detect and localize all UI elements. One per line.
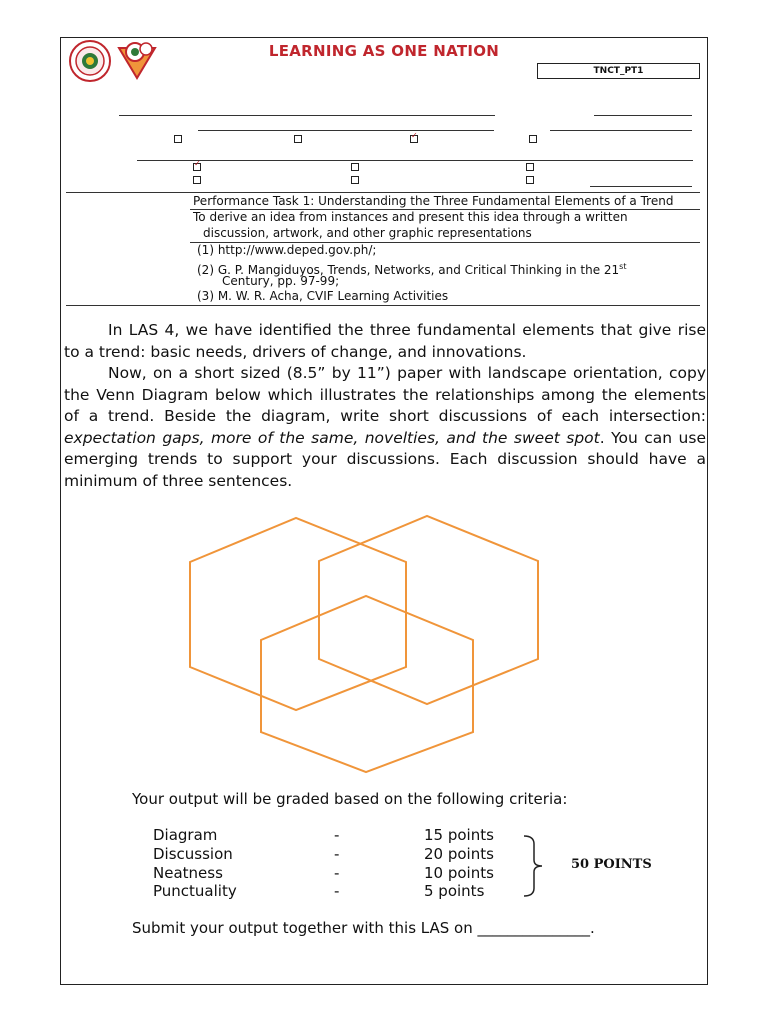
criteria-points: 15 points [424, 826, 494, 844]
form-line [137, 160, 693, 161]
paragraph-2-end: . You can use emerging trends to support your discussions. Each discussion should have a minimum of three sentences. [64, 428, 706, 490]
hexagon-bottom [261, 596, 473, 772]
reference-2-text: (2) G. P. Mangiduyos, Trends, Networks, and Critical Thinking in the 21 [197, 263, 620, 277]
reference-2-continued: Century, pp. 97-99; [222, 274, 340, 288]
checkbox[interactable] [351, 176, 359, 184]
reference-1: (1) http://www.deped.gov.ph/; [197, 243, 377, 257]
checkbox[interactable] [529, 135, 537, 143]
paragraph-2-start: Now, on a short sized (8.5” by 11”) paper with landscape orientation, copy the Venn Diagram below which illustrates the relationships among the elements of a trend. Beside the diagram, write short discussions of each intersection: [64, 364, 706, 425]
task-title: Performance Task 1: Understanding the Three Fundamental Elements of a Trend [193, 194, 674, 208]
criteria-dash: - [334, 845, 340, 863]
criteria-dash: - [334, 882, 340, 900]
table-rule [66, 192, 700, 193]
form-line [550, 130, 692, 131]
task-objective-line1: To derive an idea from instances and present this idea through a written [193, 210, 628, 224]
criteria-name: Diagram [153, 826, 218, 844]
table-rule [66, 305, 700, 306]
paragraph-1: In LAS 4, we have identified the three fundamental elements that give rise to a trend: basic needs, drivers of change, and innovations. [64, 321, 706, 361]
form-line [198, 130, 494, 131]
criteria-intro: Your output will be graded based on the following criteria: [132, 790, 568, 808]
form-line [590, 186, 692, 187]
criteria-dash: - [334, 826, 340, 844]
checkbox[interactable] [526, 163, 534, 171]
paragraph-2-italic: expectation gaps, more of the same, novelties, and the sweet spot [64, 428, 600, 447]
criteria-name: Punctuality [153, 882, 237, 900]
submit-instruction: Submit your output together with this LAS on _______________. [132, 919, 595, 937]
criteria-points: 10 points [424, 864, 494, 882]
checkbox-checked[interactable] [410, 135, 418, 143]
reference-3: (3) M. W. R. Acha, CVIF Learning Activities [197, 289, 449, 303]
paragraph-2 [64, 363, 706, 492]
form-line [119, 115, 495, 116]
task-objective-line2: discussion, artwork, and other graphic representations [203, 226, 532, 240]
criteria-dash: - [334, 864, 340, 882]
hexagon-right [319, 516, 538, 704]
hexagon-venn-diagram [170, 505, 560, 780]
reference-2-superscript: st [619, 262, 627, 271]
criteria-name: Discussion [153, 845, 233, 863]
right-brace-icon [520, 832, 550, 900]
document-title: LEARNING AS ONE NATION [268, 42, 500, 60]
form-line [594, 115, 692, 116]
checkbox[interactable] [174, 135, 182, 143]
checkbox[interactable] [526, 176, 534, 184]
checkbox[interactable] [193, 176, 201, 184]
criteria-points: 20 points [424, 845, 494, 863]
checkbox[interactable] [294, 135, 302, 143]
criteria-points: 5 points [424, 882, 485, 900]
checkbox-checked[interactable] [193, 163, 201, 171]
document-code: TNCT_PT1 [537, 63, 700, 79]
instructions [64, 320, 706, 492]
checkbox[interactable] [351, 163, 359, 171]
total-points: 50 POINTS [571, 857, 652, 872]
criteria-name: Neatness [153, 864, 223, 882]
